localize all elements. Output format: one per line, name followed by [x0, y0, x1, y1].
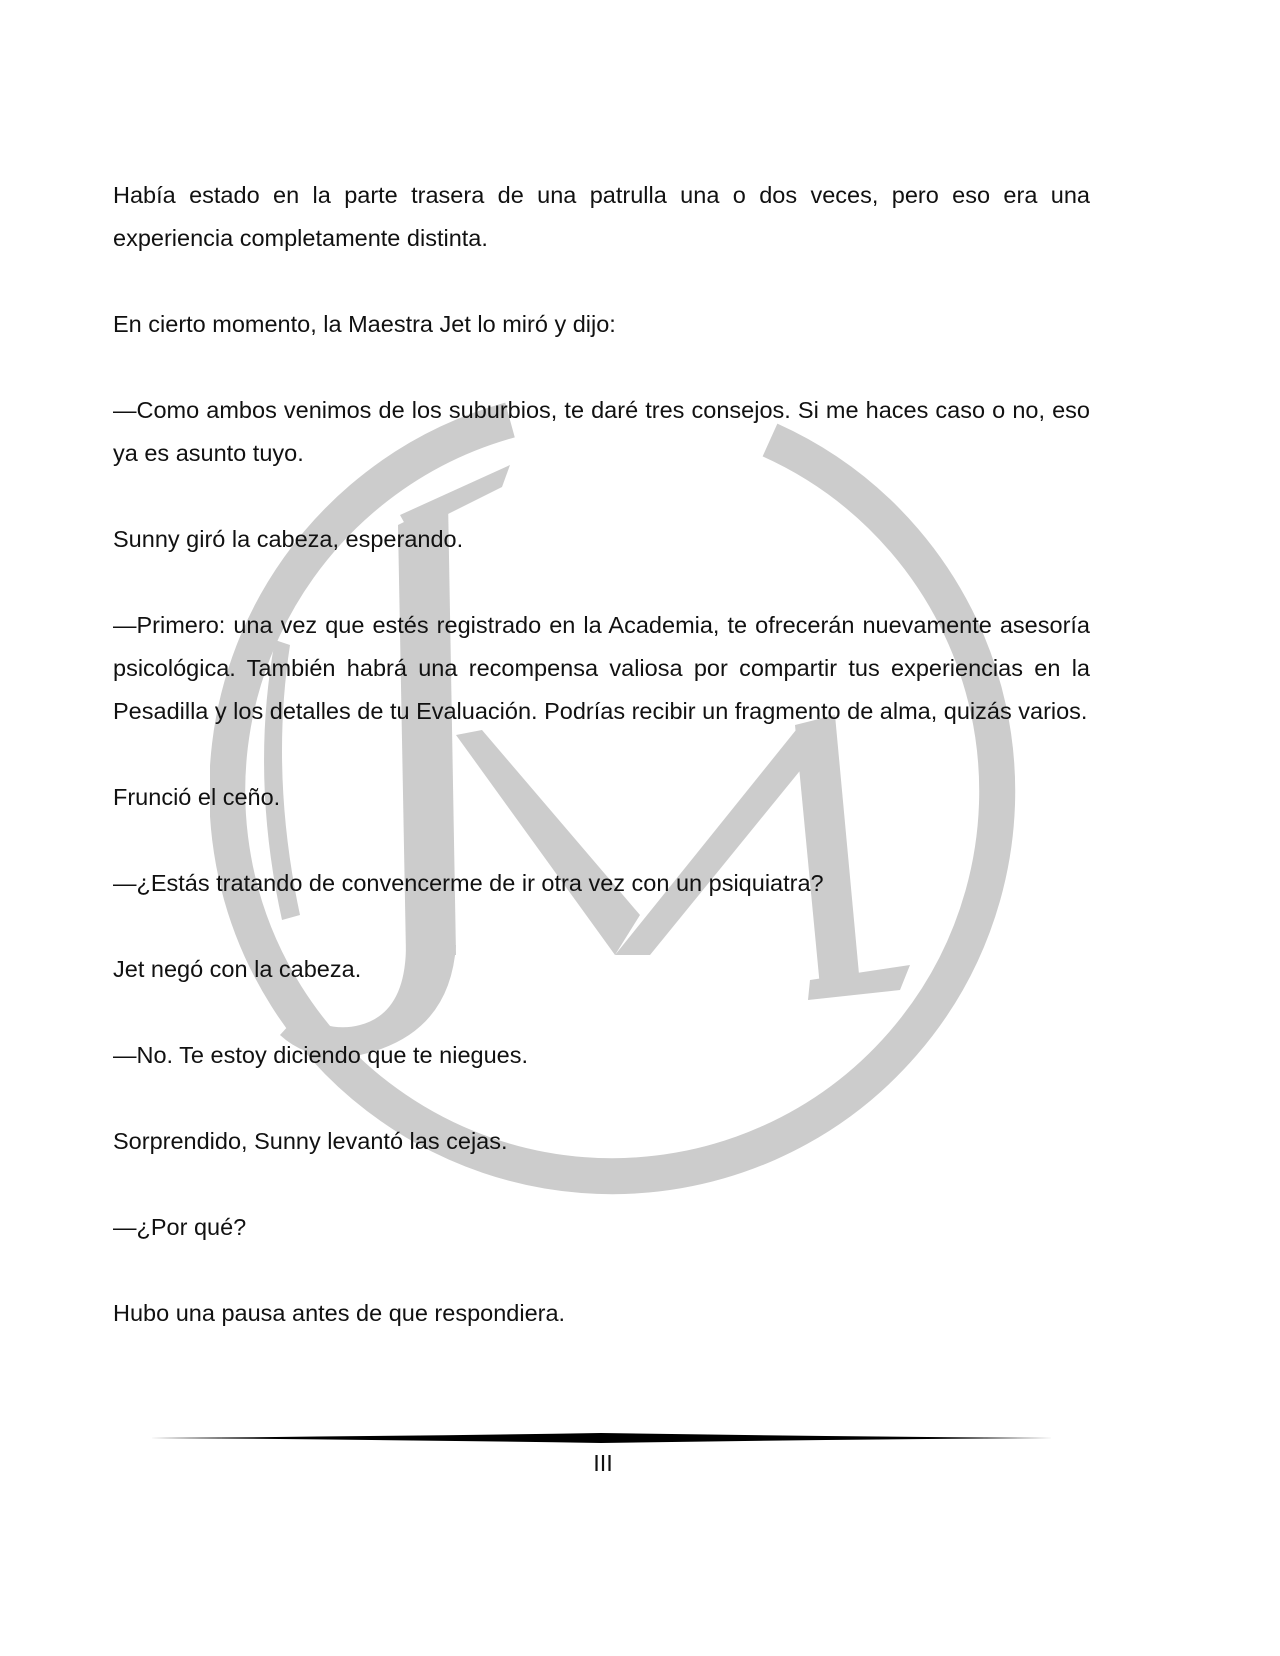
- paragraph: Hubo una pausa antes de que respondiera.: [113, 1300, 566, 1326]
- paragraph: Jet negó con la cabeza.: [113, 956, 362, 982]
- paragraph: Sunny giró la cabeza, esperando.: [113, 526, 464, 552]
- footer-divider: [150, 1432, 1053, 1444]
- text-body: [113, 174, 1090, 1378]
- paragraph: —No. Te estoy diciendo que te niegues.: [113, 1042, 529, 1068]
- paragraph: —Como ambos venimos de los suburbios, te daré tres consejos. Si me haces caso o no, eso ya es asunto tuyo.: [113, 397, 1090, 466]
- paragraph: —¿Estás tratando de convencerme de ir otra vez con un psiquiatra?: [113, 870, 824, 896]
- paragraph: —Primero: una vez que estés registrado en la Academia, te ofrecerán nuevamente asesoría psicológica. También habrá una recompensa valiosa por compartir tus experiencias en la Pesadilla y los detalles de tu Evaluación. Podrías recibir un fragmento de alma, quizás varios.: [113, 612, 1090, 724]
- paragraph: Había estado en la parte trasera de una patrulla una o dos veces, pero eso era una experiencia completamente distinta.: [113, 182, 1090, 251]
- paragraph: Frunció el ceño.: [113, 784, 281, 810]
- paragraph: Sorprendido, Sunny levantó las cejas.: [113, 1128, 508, 1154]
- paragraph: En cierto momento, la Maestra Jet lo miró y dijo:: [113, 311, 616, 337]
- paragraph: —¿Por qué?: [113, 1214, 247, 1240]
- page-number: III: [593, 1450, 613, 1476]
